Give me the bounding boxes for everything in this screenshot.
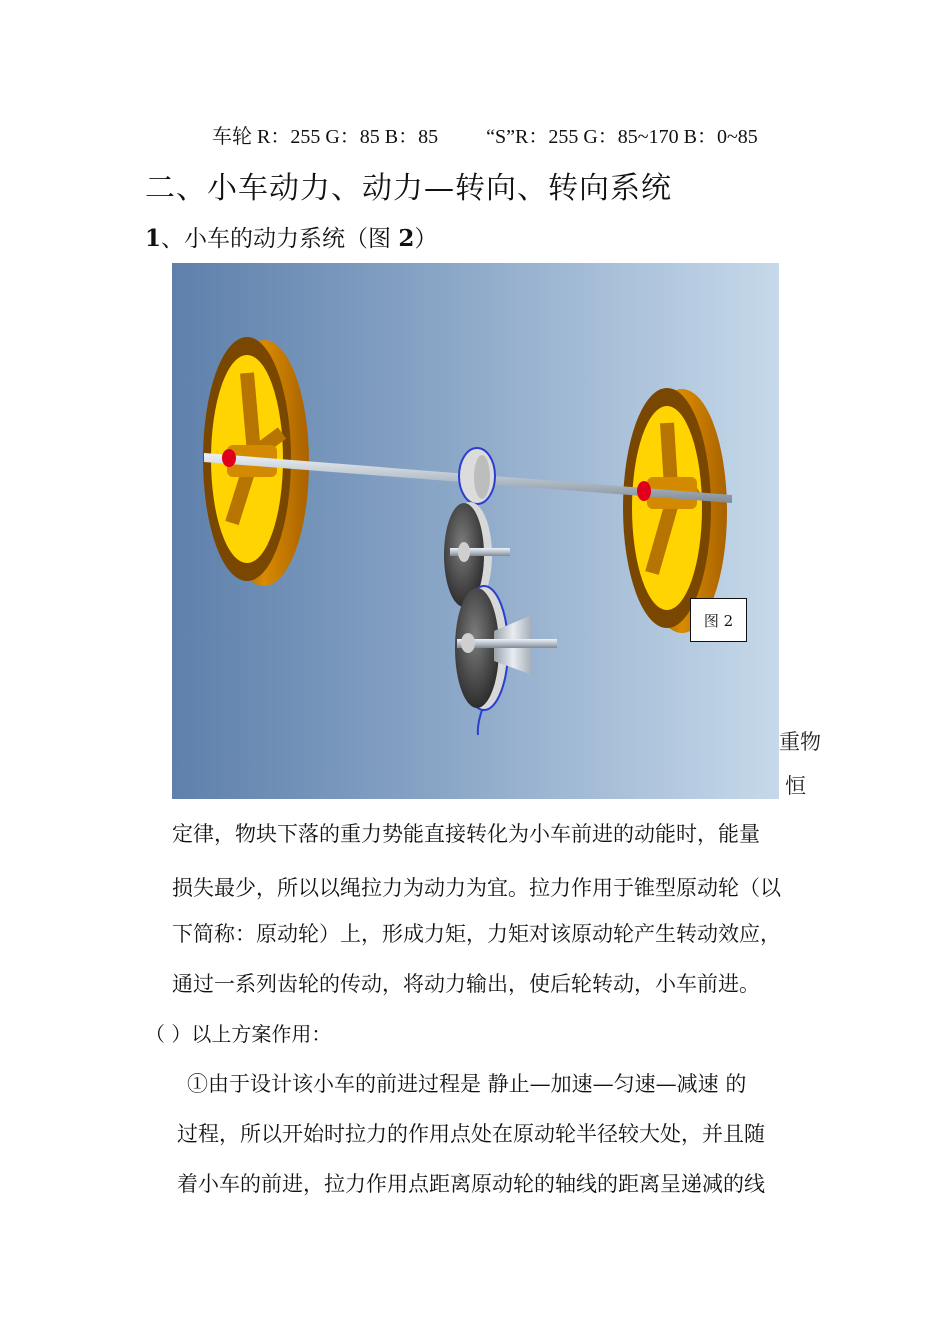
paragraph-line: 定律，物块下落的重力势能直接转化为小车前进的动能时，能量 <box>172 822 760 846</box>
scheme-line: 过程，所以开始时拉力的作用点处在原动轮半径较大处，并且随 <box>177 1122 765 1146</box>
section-title: 二、小车动力、动力—转向、转向系统 <box>145 171 672 206</box>
subsection-title <box>145 220 437 253</box>
left-collar <box>222 449 236 467</box>
subsection-close: ） <box>414 226 438 252</box>
scheme-line: 着小车的前进，拉力作用点距离原动轮的轴线的距离呈递减的线 <box>177 1172 765 1196</box>
wheel-color-spec: 车轮 R：255 G：85 B：85 <box>212 126 439 148</box>
subsection-text: 、小车的动力系统（图 <box>161 226 399 252</box>
paragraph-line: 下简称：原动轮）上，形成力矩，力矩对该原动轮产生转动效应， <box>172 922 781 946</box>
cut-text-2: 恒 <box>785 774 806 798</box>
right-wheel <box>623 388 727 633</box>
color-spec-line <box>212 120 758 149</box>
figure-2-drivetrain <box>172 263 779 799</box>
figure-caption: 图 2 <box>690 598 747 642</box>
paragraph-line: 损失最少，所以以绳拉力为动力为宜。拉力作用于锥型原动轮（以 <box>172 876 781 900</box>
right-collar <box>637 481 651 501</box>
subsection-number: 1 <box>145 225 162 252</box>
drivetrain-illustration <box>172 263 779 799</box>
subsection-fig-number: 2 <box>398 225 415 252</box>
axle-gear <box>459 448 495 504</box>
cone-drive-wheel <box>455 586 557 735</box>
s-color-spec: “S”R：255 G：85~170 B：0~85 <box>486 126 758 148</box>
cut-text-1: 重物 <box>779 730 821 754</box>
scheme-heading: （ ）以上方案作用： <box>145 1022 332 1046</box>
scheme-line: ①由于设计该小车的前进过程是 静止—加速—匀速—减速 的 <box>187 1072 747 1096</box>
paragraph-line: 通过一系列齿轮的传动，将动力输出，使后轮转动，小车前进。 <box>172 972 760 996</box>
